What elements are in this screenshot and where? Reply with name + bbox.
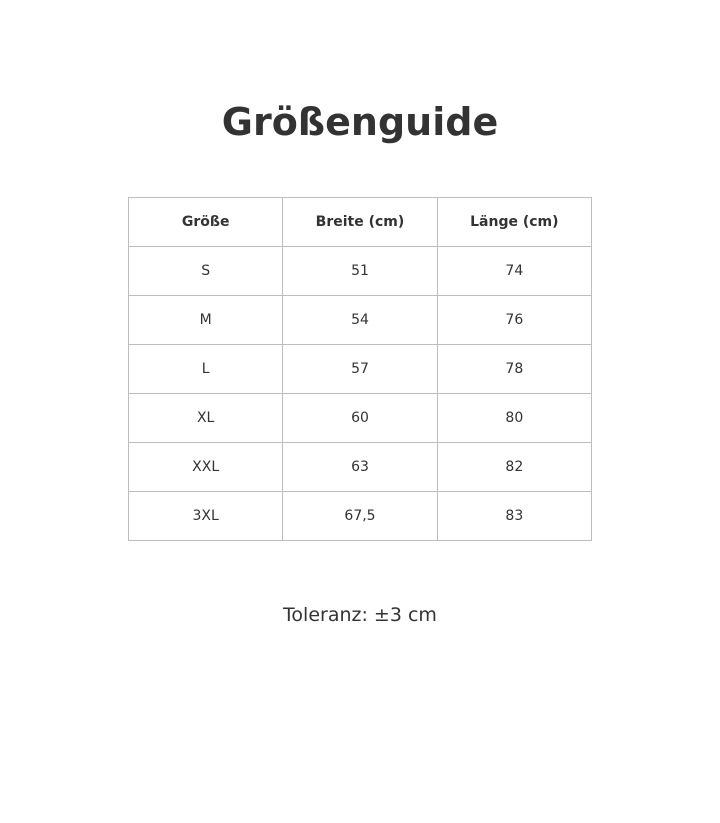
table-row	[129, 394, 592, 443]
cell-size: XXL	[129, 443, 283, 492]
page-title: Größenguide	[221, 100, 499, 145]
header-width: Breite (cm)	[283, 198, 437, 247]
cell-size: L	[129, 345, 283, 394]
cell-size: S	[129, 247, 283, 296]
cell-size: XL	[129, 394, 283, 443]
header-length: Länge (cm)	[437, 198, 591, 247]
cell-length: 76	[437, 296, 591, 345]
cell-width: 57	[283, 345, 437, 394]
cell-width: 54	[283, 296, 437, 345]
cell-size: M	[129, 296, 283, 345]
cell-width: 67,5	[283, 492, 437, 541]
cell-length: 83	[437, 492, 591, 541]
table-row	[129, 247, 592, 296]
size-table	[128, 197, 592, 541]
cell-length: 82	[437, 443, 591, 492]
table-row	[129, 296, 592, 345]
cell-length: 80	[437, 394, 591, 443]
header-size: Größe	[129, 198, 283, 247]
table-header-row	[129, 198, 592, 247]
table-row	[129, 345, 592, 394]
cell-width: 51	[283, 247, 437, 296]
table-row	[129, 492, 592, 541]
table-row	[129, 443, 592, 492]
tolerance-note: Toleranz: ±3 cm	[283, 604, 437, 626]
cell-length: 74	[437, 247, 591, 296]
cell-width: 63	[283, 443, 437, 492]
cell-length: 78	[437, 345, 591, 394]
cell-width: 60	[283, 394, 437, 443]
cell-size: 3XL	[129, 492, 283, 541]
